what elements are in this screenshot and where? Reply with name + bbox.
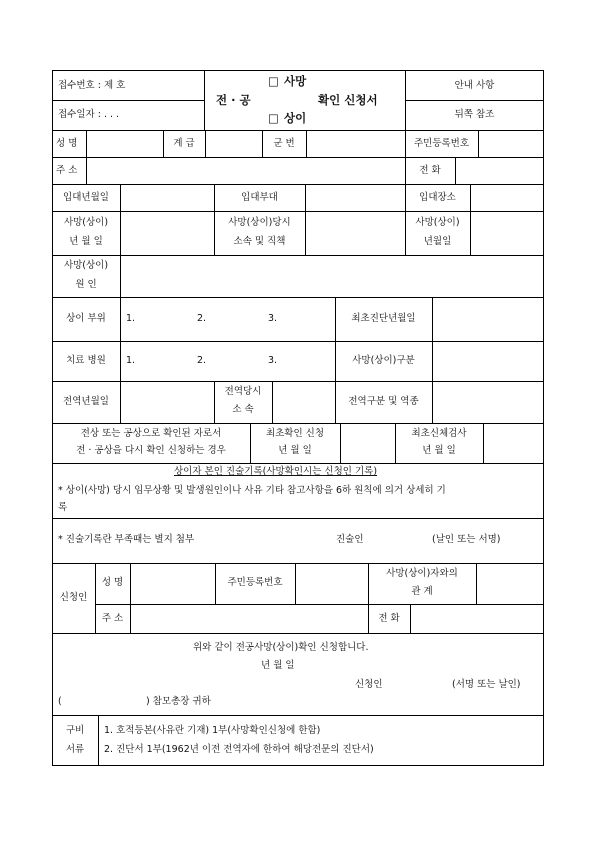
divider bbox=[340, 423, 341, 463]
divider bbox=[483, 423, 484, 463]
divider bbox=[52, 463, 544, 464]
death-date2-label: 사망(상이) bbox=[415, 217, 460, 228]
first-confirm-label: 최초확인 신청 bbox=[265, 428, 325, 439]
discharge-date-field[interactable] bbox=[122, 383, 212, 421]
addressee-label: ) 참모총장 귀하 bbox=[146, 696, 211, 707]
cause-field[interactable] bbox=[122, 257, 542, 295]
cause-label: 사망(상이) bbox=[63, 260, 109, 271]
divider bbox=[52, 130, 544, 131]
declaration-sign-label: (서명 또는 날인) bbox=[452, 679, 521, 690]
discharge-type-label: 전역구분 및 역종 bbox=[348, 396, 419, 407]
enlist-date-field[interactable] bbox=[122, 186, 212, 209]
rank-label: 계 급 bbox=[173, 138, 195, 149]
discharge-unit-field[interactable] bbox=[274, 383, 333, 421]
hospital-item-1: 1. bbox=[126, 355, 136, 366]
divider bbox=[478, 130, 479, 157]
divider bbox=[306, 130, 307, 157]
applicant-label: 신청인 bbox=[59, 592, 88, 603]
discharge-unit-label: 전역당시 bbox=[224, 386, 262, 397]
divider bbox=[295, 563, 296, 604]
injury-part-item-3: 3. bbox=[268, 313, 278, 324]
injury-part-item-1: 1. bbox=[126, 313, 136, 324]
death-unit-field[interactable] bbox=[307, 213, 403, 253]
documents-label-2: 서류 bbox=[65, 744, 85, 755]
discharge-date-label: 전역년월일 bbox=[63, 396, 109, 407]
divider bbox=[95, 604, 544, 605]
stater-sign-label: (날인 또는 서명) bbox=[432, 534, 501, 545]
declaration-date: 년 월 일 bbox=[261, 660, 295, 671]
applicant-resident-label: 주민등록번호 bbox=[227, 577, 283, 588]
divider bbox=[120, 255, 121, 297]
resident-number-field[interactable] bbox=[480, 132, 542, 155]
enlist-place-field[interactable] bbox=[472, 186, 542, 209]
divider bbox=[52, 423, 544, 424]
stater-label: 진술인 bbox=[336, 534, 364, 545]
declaration-text: 위와 같이 전공사망(상이)확인 신청합니다. bbox=[193, 642, 369, 653]
cause-label-2: 원 인 bbox=[75, 279, 97, 290]
first-confirm-field[interactable] bbox=[342, 425, 393, 461]
rank-field[interactable] bbox=[207, 132, 260, 155]
divider bbox=[86, 157, 87, 184]
name-field[interactable] bbox=[88, 132, 161, 155]
divider bbox=[272, 381, 273, 423]
relation-label-2: 관 계 bbox=[411, 586, 433, 597]
first-confirm-date: 년 월 일 bbox=[278, 445, 312, 456]
relation-label: 사망(상이)자와의 bbox=[386, 568, 458, 579]
declaration-applicant-label: 신청인 bbox=[355, 679, 383, 690]
death-date-field[interactable] bbox=[122, 213, 212, 253]
death-date2-label-2: 년월일 bbox=[423, 236, 452, 247]
title-injury: 상이 bbox=[284, 111, 307, 125]
diagnosis-date-field[interactable] bbox=[434, 299, 542, 339]
discharge-type-field[interactable] bbox=[434, 383, 542, 421]
document-item: 2. 진단서 1부(1962년 이전 전역자에 한하여 해당전문의 진단서) bbox=[104, 744, 374, 755]
reapply-label-2: 전 · 공상을 다시 확인 신청하는 경우 bbox=[76, 445, 226, 456]
divider bbox=[476, 563, 477, 604]
address-label: 주 소 bbox=[56, 165, 78, 176]
receipt-number-label: 접수번호 : 제 호 bbox=[58, 80, 126, 91]
divider bbox=[52, 563, 544, 564]
enlist-place-label: 입대장소 bbox=[419, 192, 456, 203]
applicant-name-label: 성 명 bbox=[101, 577, 124, 588]
divider bbox=[52, 633, 544, 634]
military-branch-field[interactable] bbox=[66, 694, 142, 708]
phone-field[interactable] bbox=[457, 159, 542, 182]
death-date2-field[interactable] bbox=[472, 213, 542, 253]
title-prefix: 전 · 공 bbox=[216, 93, 251, 107]
death-type-label: 사망(상이)구분 bbox=[352, 355, 415, 366]
divider bbox=[52, 518, 544, 519]
divider bbox=[405, 100, 544, 101]
injury-part-label: 상이 부위 bbox=[66, 313, 106, 324]
death-date-label-2: 년 월 일 bbox=[69, 236, 103, 247]
death-checkbox[interactable]: □ bbox=[268, 74, 279, 88]
enlist-unit-label: 입대부대 bbox=[241, 192, 278, 203]
divider bbox=[432, 297, 433, 423]
statement-note: * 상이(사망) 당시 임무상황 및 발생원인이나 사유 기타 참고사항을 6하 원칙에 의거 상세히 기 bbox=[58, 485, 446, 496]
reapply-label: 전상 또는 공상으로 확인된 자로서 bbox=[80, 428, 222, 439]
divider bbox=[455, 157, 456, 184]
divider bbox=[52, 255, 544, 256]
enlist-unit-field[interactable] bbox=[307, 186, 403, 209]
first-exam-label: 최초신체검사 bbox=[411, 428, 467, 439]
applicant-phone-label: 전 화 bbox=[378, 613, 400, 624]
enlist-date-label: 입대년월일 bbox=[63, 192, 109, 203]
divider bbox=[130, 563, 131, 633]
divider bbox=[52, 100, 204, 101]
addressee-open: ( bbox=[58, 696, 62, 707]
divider bbox=[204, 70, 205, 130]
injury-part-item-2: 2. bbox=[197, 313, 207, 324]
service-number-label: 군 번 bbox=[273, 138, 295, 149]
guide-label: 안내 사항 bbox=[454, 80, 495, 91]
attachment-note: * 진술기록란 부족때는 별지 첨부 bbox=[58, 534, 195, 545]
applicant-address-field[interactable] bbox=[132, 606, 366, 631]
relation-field[interactable] bbox=[478, 565, 542, 602]
death-unit-label-2: 소속 및 직책 bbox=[233, 236, 286, 247]
first-exam-field[interactable] bbox=[485, 425, 542, 461]
diagnosis-date-label: 최초진단년월일 bbox=[351, 313, 416, 324]
applicant-resident-field[interactable] bbox=[297, 565, 366, 602]
name-label: 성 명 bbox=[56, 138, 78, 149]
divider bbox=[410, 604, 411, 633]
guide-reference: 뒤쪽 참조 bbox=[454, 109, 495, 120]
divider bbox=[52, 715, 544, 716]
receipt-date-label: 접수일자 : . . . bbox=[58, 109, 120, 120]
divider bbox=[120, 184, 121, 255]
address-field[interactable] bbox=[88, 159, 403, 182]
death-date-label: 사망(상이) bbox=[63, 217, 109, 228]
divider bbox=[470, 184, 471, 255]
service-number-field[interactable] bbox=[308, 132, 403, 155]
divider bbox=[120, 297, 121, 423]
injury-checkbox[interactable]: □ bbox=[268, 111, 279, 125]
divider bbox=[52, 157, 544, 158]
divider bbox=[205, 130, 206, 157]
first-exam-date: 년 월 일 bbox=[422, 445, 456, 456]
document-item: 1. 호적등본(사유란 기재) 1부(사망확인신청에 한함) bbox=[104, 725, 321, 736]
resident-number-label: 주민등록번호 bbox=[413, 138, 470, 149]
divider bbox=[52, 381, 544, 382]
hospital-item-3: 3. bbox=[268, 355, 278, 366]
divider bbox=[52, 341, 544, 342]
divider bbox=[405, 70, 406, 130]
divider bbox=[86, 130, 87, 157]
statement-title: 상이자 본인 진술기록(사망확인시는 신청인 기록) bbox=[174, 466, 378, 477]
divider bbox=[305, 184, 306, 255]
divider bbox=[98, 715, 99, 766]
death-type-field[interactable] bbox=[434, 343, 542, 379]
applicant-address-label: 주 소 bbox=[101, 613, 124, 624]
hospital-label: 치료 병원 bbox=[66, 355, 106, 366]
divider bbox=[52, 297, 544, 298]
applicant-name-field[interactable] bbox=[132, 565, 213, 602]
hospital-item-2: 2. bbox=[197, 355, 207, 366]
title-death: 사망 bbox=[284, 74, 307, 88]
documents-label: 구비 bbox=[65, 725, 85, 736]
phone-label: 전 화 bbox=[419, 165, 441, 176]
death-unit-label: 사망(상이)당시 bbox=[228, 217, 291, 228]
title-main: 확인 신청서 bbox=[318, 93, 378, 107]
applicant-phone-field[interactable] bbox=[412, 606, 542, 631]
discharge-unit-label-2: 소 속 bbox=[232, 404, 254, 415]
statement-note-2: 록 bbox=[58, 502, 68, 513]
